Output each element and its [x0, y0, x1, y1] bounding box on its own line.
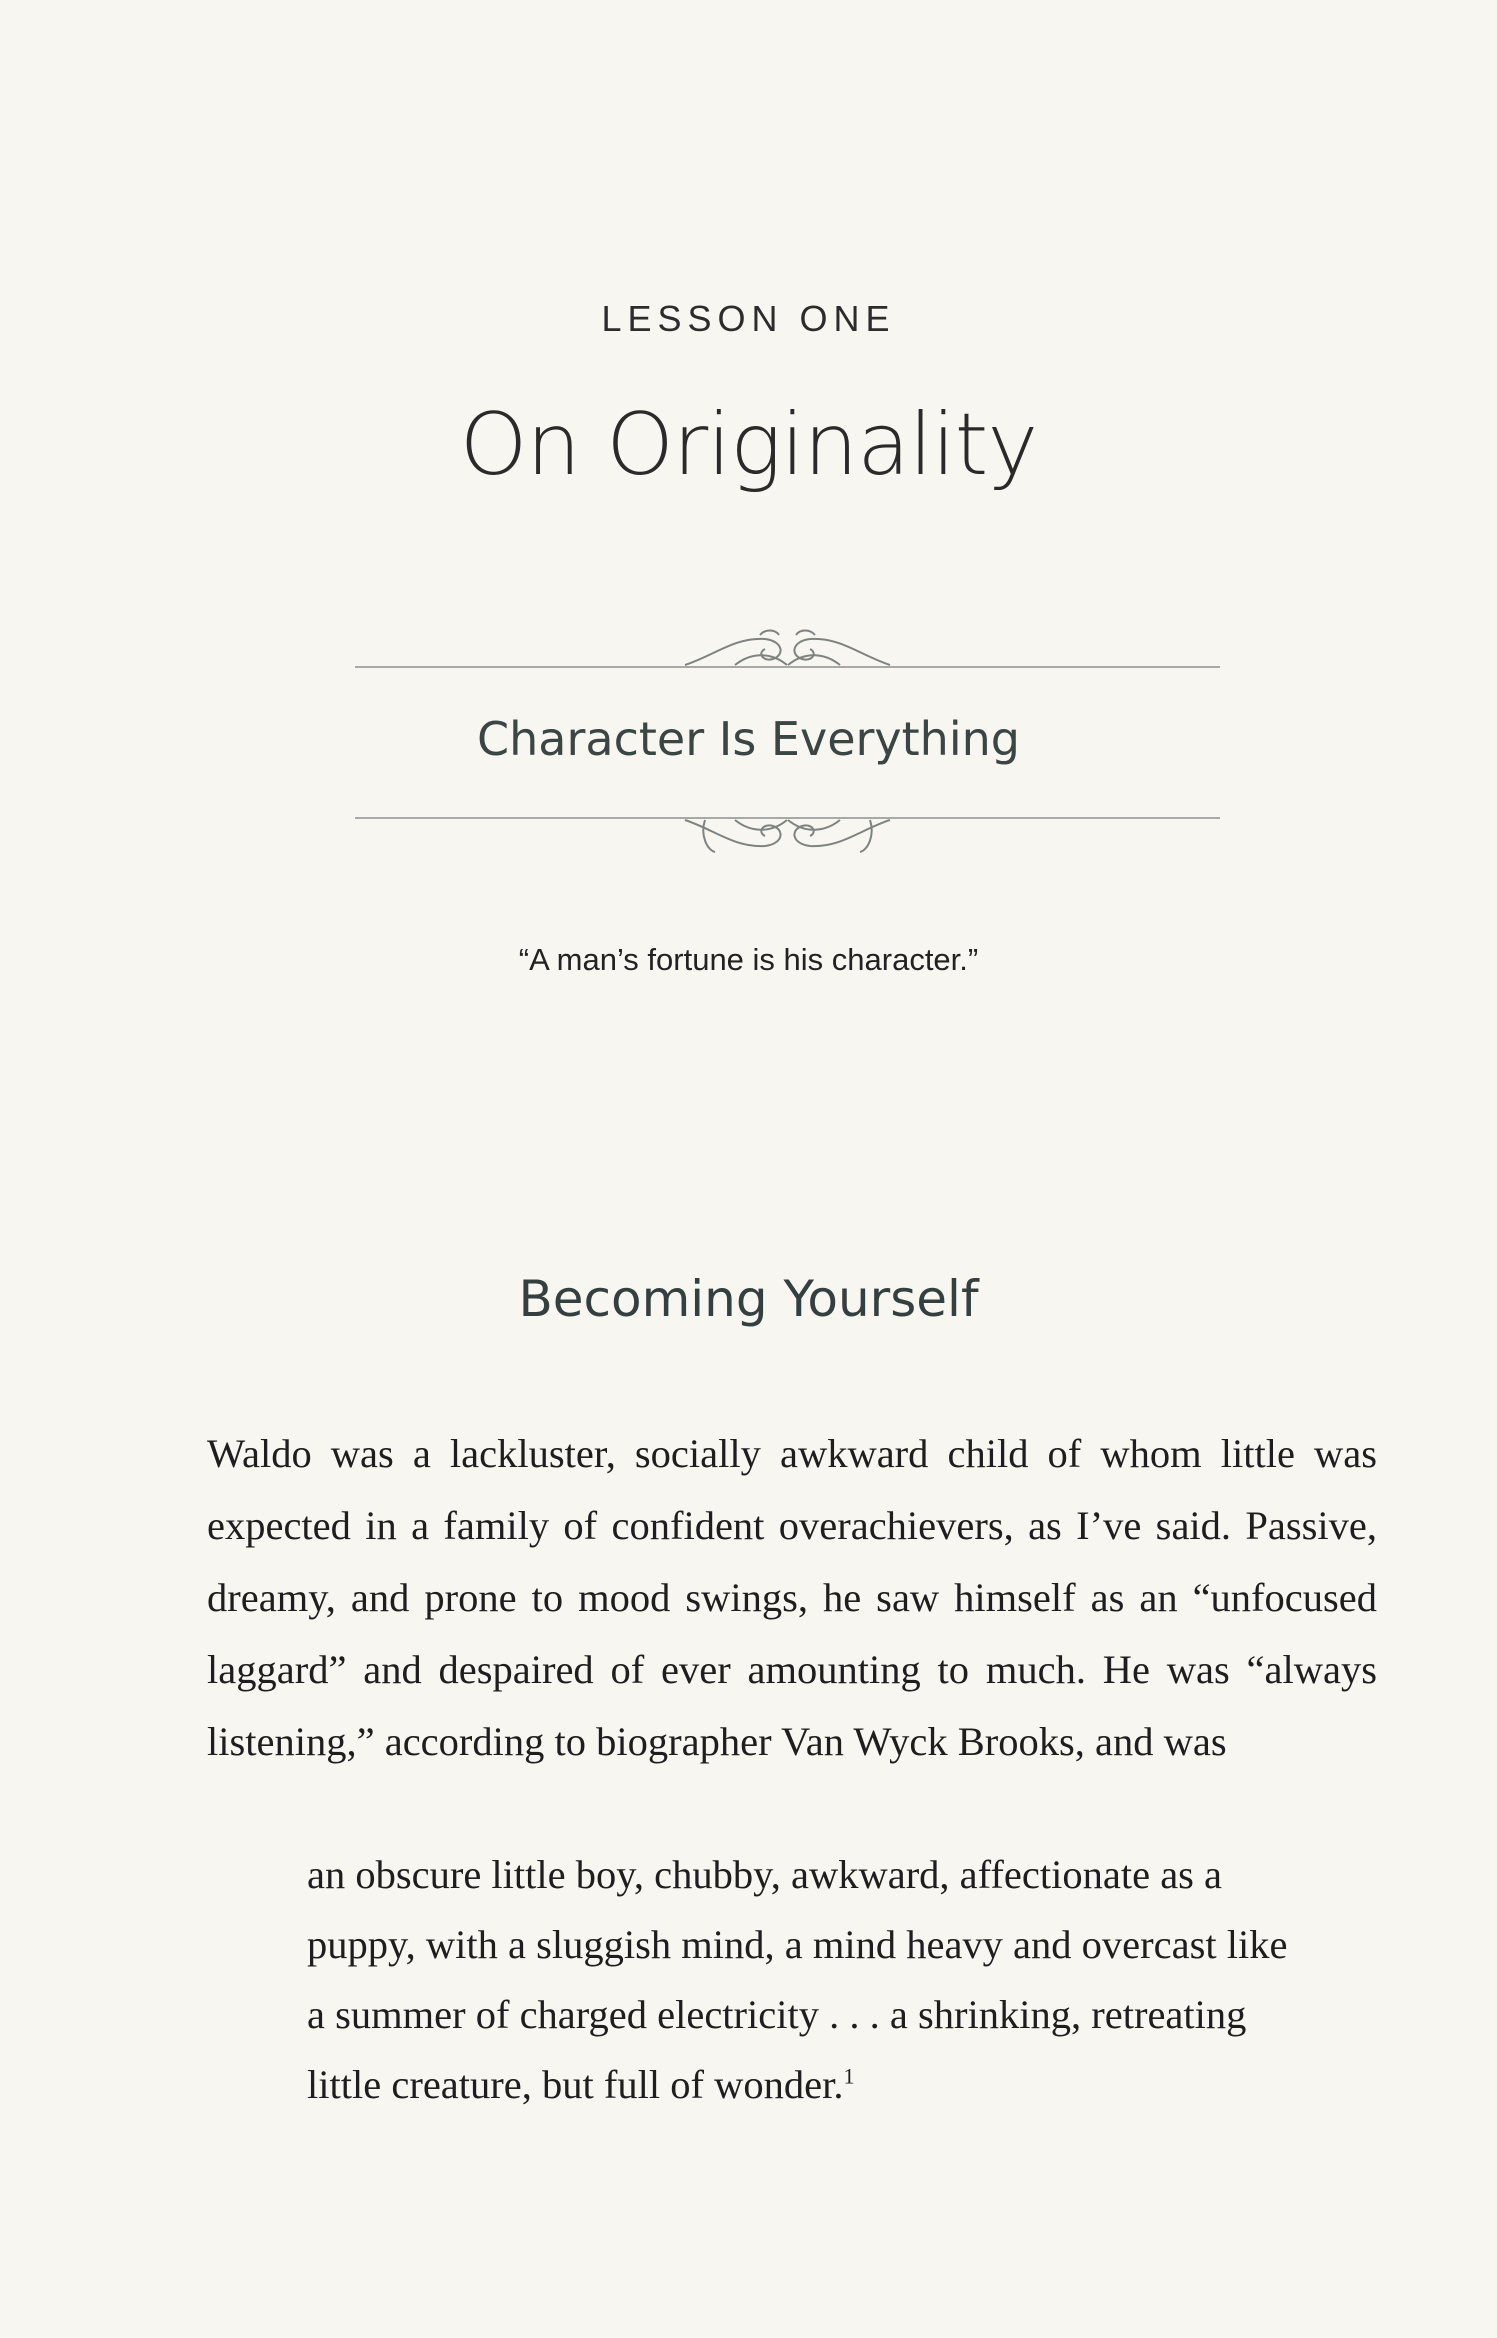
- block-quote: [307, 1840, 1307, 2120]
- epigraph-quote: “A man’s fortune is his character.”: [518, 942, 979, 977]
- subheading: Becoming Yourself: [518, 1270, 979, 1328]
- block-quote-text: an obscure little boy, chubby, awkward, affectionate as a puppy, with a sluggish mind, a mind heavy and overcast like a summer of charged electricity . . . a shrinking, retreating little creature, but full of wonder.: [307, 1852, 1288, 2107]
- chapter-title: On Originality: [459, 395, 1038, 495]
- footnote-reference[interactable]: 1: [843, 2063, 855, 2089]
- ornament-divider-top: [355, 625, 1220, 695]
- lesson-label: LESSON ONE: [601, 298, 896, 339]
- body-paragraph: Waldo was a lackluster, socially awkward child of whom little was expected in a family of confident overachievers, as I’ve said. Passive, dreamy, and prone to mood swings, he saw himself as an “unfocused laggard” and despaired of ever amounting to much. He was “always listening,” according to biographer Van Wyck Brooks, and was: [207, 1431, 1377, 1764]
- ornament-divider-bottom: [355, 790, 1220, 860]
- section-title: Character Is Everything: [477, 712, 1020, 766]
